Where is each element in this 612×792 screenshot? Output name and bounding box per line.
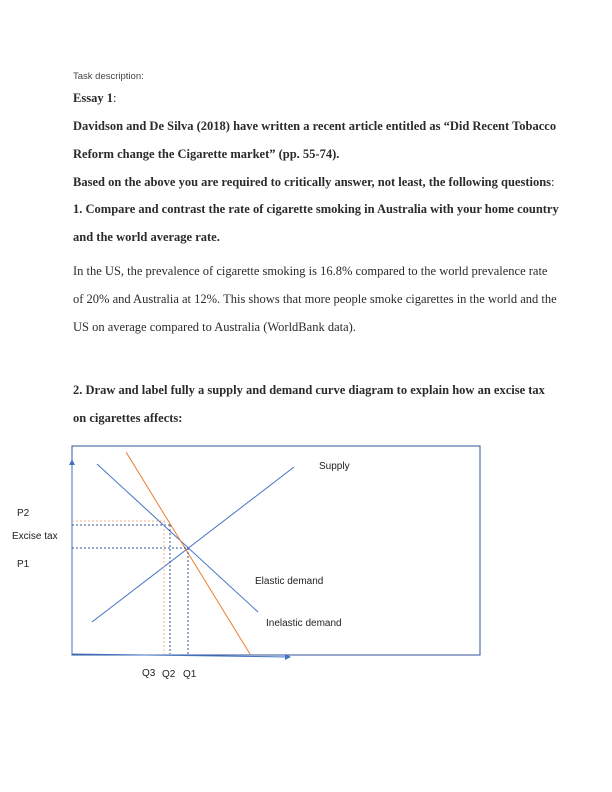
question-1-line-1: 1. Compare and contrast the rate of cigarette smoking in Australia with your home country <box>73 202 559 216</box>
intro-line-1: Davidson and De Silva (2018) have written a recent article entitled as “Did Recent Tobacco <box>73 119 557 133</box>
essay-title: Essay 1 <box>73 91 113 105</box>
excise-tax-label: Excise tax <box>12 531 58 542</box>
answer-1-line-2: of 20% and Australia at 12%. This shows that more people smoke cigarettes in the world and the <box>73 292 557 306</box>
supply-label: Supply <box>319 461 350 472</box>
intro-line-2: Reform change the Cigarette market” (pp. 55-74). <box>73 147 340 161</box>
question-2-line-1: 2. Draw and label fully a supply and demand curve diagram to explain how an excise tax <box>73 383 545 397</box>
task-description-label: Task description: <box>73 71 144 82</box>
answer-1-line-1: In the US, the prevalence of cigarette smoking is 16.8% compared to the world prevalence rate <box>73 264 548 278</box>
instruction-line <box>73 175 555 190</box>
instruction-colon: : <box>551 175 555 189</box>
answer-1-line-3: US on average compared to Australia (WorldBank data). <box>73 320 356 334</box>
essay-title-colon: : <box>112 91 117 105</box>
supply-curve <box>92 467 294 622</box>
q2-label: Q2 <box>162 669 176 680</box>
question-1-line-2: and the world average rate. <box>73 230 220 244</box>
inelastic-demand-label: Inelastic demand <box>266 618 342 629</box>
supply-demand-diagram <box>0 440 612 690</box>
q1-label: Q1 <box>183 669 197 680</box>
elastic-demand-curve <box>97 464 258 612</box>
instruction-text: Based on the above you are required to critically answer, not least, the following questions <box>73 175 552 189</box>
p2-label: P2 <box>17 508 30 519</box>
essay-heading <box>73 91 116 106</box>
p1-label: P1 <box>17 559 30 570</box>
question-2-line-2: on cigarettes affects: <box>73 411 183 425</box>
q3-label: Q3 <box>142 668 156 679</box>
elastic-demand-label: Elastic demand <box>255 576 324 587</box>
